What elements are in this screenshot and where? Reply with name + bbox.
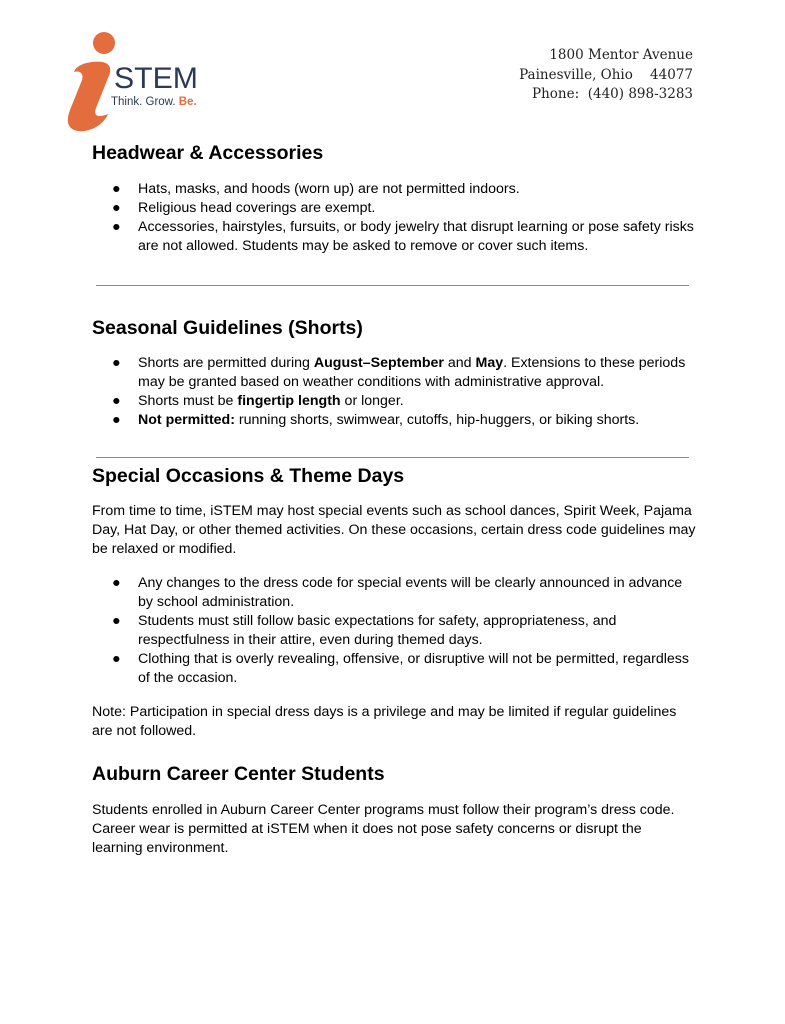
section-title-auburn: Auburn Career Center Students: [92, 763, 385, 785]
list-item: ● Religious head coverings are exempt.: [112, 200, 376, 216]
list-item: ● Any changes to the dress code for special events will be clearly announced in advance by school administration.: [112, 575, 683, 610]
section-title-special: Special Occasions & Theme Days: [92, 465, 405, 487]
list-item: ● Shorts must be fingertip length or longer.: [112, 393, 404, 409]
special-intro: From time to time, iSTEM may host special events such as school dances, Spirit Week, Pajama Day, Hat Day, or other themed activities. On these occasions, certain dress code guidelines may be relaxed or modified.: [92, 503, 696, 557]
address-city: Painesville, Ohio 44077: [519, 66, 693, 83]
istem-logo: [64, 30, 214, 134]
list-item: ● Clothing that is overly revealing, offensive, or disruptive will not be permitted, regardless of the occasion.: [112, 651, 689, 686]
address-street: 1800 Mentor Avenue: [549, 47, 693, 63]
list-item: ● Hats, masks, and hoods (worn up) are not permitted indoors.: [112, 181, 520, 197]
shorts-list: [92, 354, 696, 430]
auburn-body: Students enrolled in Auburn Career Center programs must follow their program’s dress code. Career wear is permitted at iSTEM when it does not pose safety concerns or disrupt the learning environment.: [92, 802, 675, 856]
logo-i-stem: [68, 62, 110, 132]
logo-tagline: Think. Grow. Be.: [111, 96, 197, 108]
list-item: ● Not permitted: running shorts, swimwear, cutoffs, hip-huggers, or biking shorts.: [112, 412, 640, 428]
list-item: ● Shorts are permitted during August–September and May. Extensions to these periods may be granted based on weather conditions with administrative approval.: [112, 355, 686, 390]
section-divider: [96, 457, 689, 458]
list-item: ● Accessories, hairstyles, fursuits, or body jewelry that disrupt learning or pose safety risks are not allowed. Students may be asked to remove or cover such items.: [112, 219, 694, 254]
logo-dot: [93, 32, 115, 54]
special-note: Note: Participation in special dress days is a privilege and may be limited if regular guidelines are not followed.: [92, 704, 677, 739]
document-body: [92, 140, 696, 858]
section-title-headwear: Headwear & Accessories: [92, 142, 324, 164]
special-list: [92, 574, 696, 688]
school-address: [519, 46, 693, 105]
address-phone: Phone: (440) 898-3283: [532, 86, 693, 102]
section-title-shorts: Seasonal Guidelines (Shorts): [92, 317, 363, 339]
headwear-list: [92, 180, 696, 256]
list-item: ● Students must still follow basic expectations for safety, appropriateness, and respectfulness in their attire, even during themed days.: [112, 613, 617, 648]
section-divider: [96, 285, 689, 286]
logo-wordmark: STEM: [114, 62, 198, 95]
